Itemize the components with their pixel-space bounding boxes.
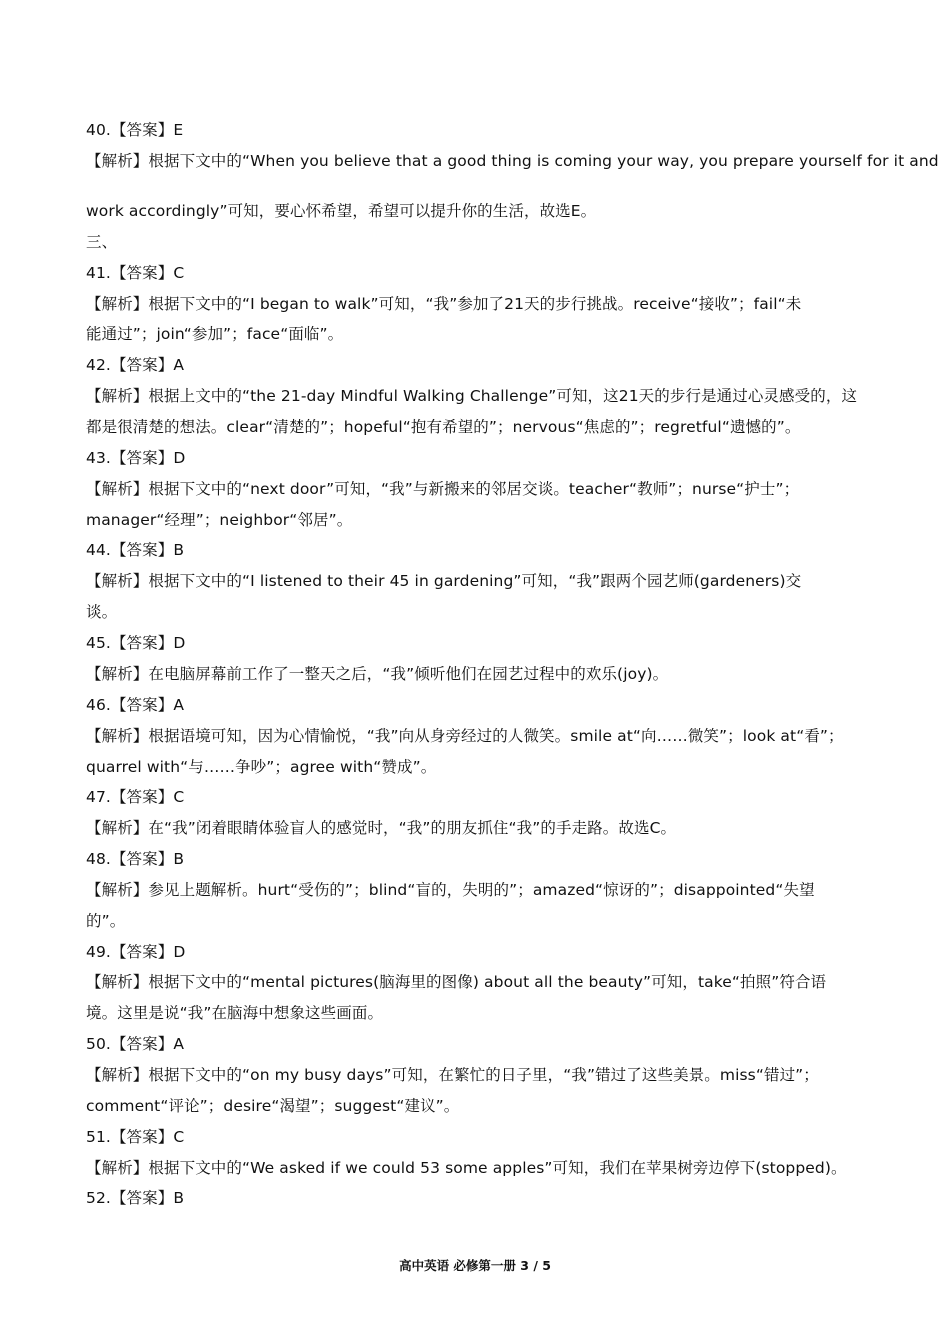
explanation-41-line-2: 能通过”；join“参加”；face“面临”。 [86, 325, 344, 343]
answer-43: 43.【答案】D [86, 449, 186, 467]
answer-48: 48.【答案】B [86, 850, 185, 868]
explanation-44-line-2: 谈。 [86, 603, 118, 621]
explanation-48-line-2: 的”。 [86, 912, 126, 930]
answer-41: 41.【答案】C [86, 264, 185, 282]
answer-50: 50.【答案】A [86, 1035, 185, 1053]
answer-46: 46.【答案】A [86, 696, 185, 714]
explanation-47: 【解析】在“我”闭着眼睛体验盲人的感觉时，“我”的朋友抓住“我”的手走路。故选C。 [86, 819, 677, 837]
explanation-40-line-1: 【解析】根据下文中的“When you believe that a good thing is coming your way, you prepare yourself for it and [86, 152, 939, 170]
answer-42: 42.【答案】A [86, 356, 185, 374]
explanation-48-line-1: 【解析】参见上题解析。hurt“受伤的”；blind“盲的，失明的”；amazed“惊讶的”；disappointed“失望 [86, 881, 815, 899]
explanation-43-line-1: 【解析】根据下文中的“next door”可知，“我”与新搬来的邻居交谈。teacher“教师”；nurse“护士”； [86, 480, 800, 498]
section-heading-3: 三、 [86, 233, 118, 251]
explanation-43-line-2: manager“经理”；neighbor“邻居”。 [86, 511, 353, 529]
explanation-42-line-1: 【解析】根据上文中的“the 21-day Mindful Walking Challenge”可知，这21天的步行是通过心灵感受的，这 [86, 387, 858, 405]
answer-52: 52.【答案】B [86, 1189, 185, 1207]
explanation-41-line-1: 【解析】根据下文中的“I began to walk”可知，“我”参加了21天的步行挑战。receive“接收”；fail“未 [86, 295, 802, 313]
explanation-40-line-2: work accordingly”可知，要心怀希望，希望可以提升你的生活，故选E。 [86, 202, 597, 220]
answer-45: 45.【答案】D [86, 634, 186, 652]
explanation-51: 【解析】根据下文中的“We asked if we could 53 some apples”可知，我们在苹果树旁边停下(stopped)。 [86, 1159, 847, 1177]
explanation-49-line-1: 【解析】根据下文中的“mental pictures(脑海里的图像) about all the beauty”可知，take“拍照”符合语 [86, 973, 827, 991]
answer-47: 47.【答案】C [86, 788, 185, 806]
explanation-50-line-2: comment“评论”；desire“渴望”；suggest“建议”。 [86, 1097, 460, 1115]
page-footer: 高中英语 必修第一册 3 / 5 [399, 1258, 551, 1273]
explanation-45: 【解析】在电脑屏幕前工作了一整天之后，“我”倾听他们在园艺过程中的欢乐(joy)。 [86, 665, 669, 683]
explanation-49-line-2: 境。这里是说“我”在脑海中想象这些画面。 [86, 1004, 384, 1022]
explanation-50-line-1: 【解析】根据下文中的“on my busy days”可知，在繁忙的日子里，“我”错过了这些美景。miss“错过”； [86, 1066, 819, 1084]
explanation-46-line-1: 【解析】根据语境可知，因为心情愉悦，“我”向从身旁经过的人微笑。smile at“向……微笑”；look at“看”； [86, 727, 844, 745]
explanation-46-line-2: quarrel with“与……争吵”；agree with“赞成”。 [86, 758, 437, 776]
answer-49: 49.【答案】D [86, 943, 186, 961]
answer-44: 44.【答案】B [86, 541, 185, 559]
explanation-44-line-1: 【解析】根据下文中的“I listened to their 45 in gardening”可知，“我”跟两个园艺师(gardeners)交 [86, 572, 802, 590]
answer-40: 40.【答案】E [86, 121, 184, 139]
explanation-42-line-2: 都是很清楚的想法。clear“清楚的”；hopeful“抱有希望的”；nervous“焦虑的”；regretful“遗憾的”。 [86, 418, 801, 436]
answer-51: 51.【答案】C [86, 1128, 185, 1146]
